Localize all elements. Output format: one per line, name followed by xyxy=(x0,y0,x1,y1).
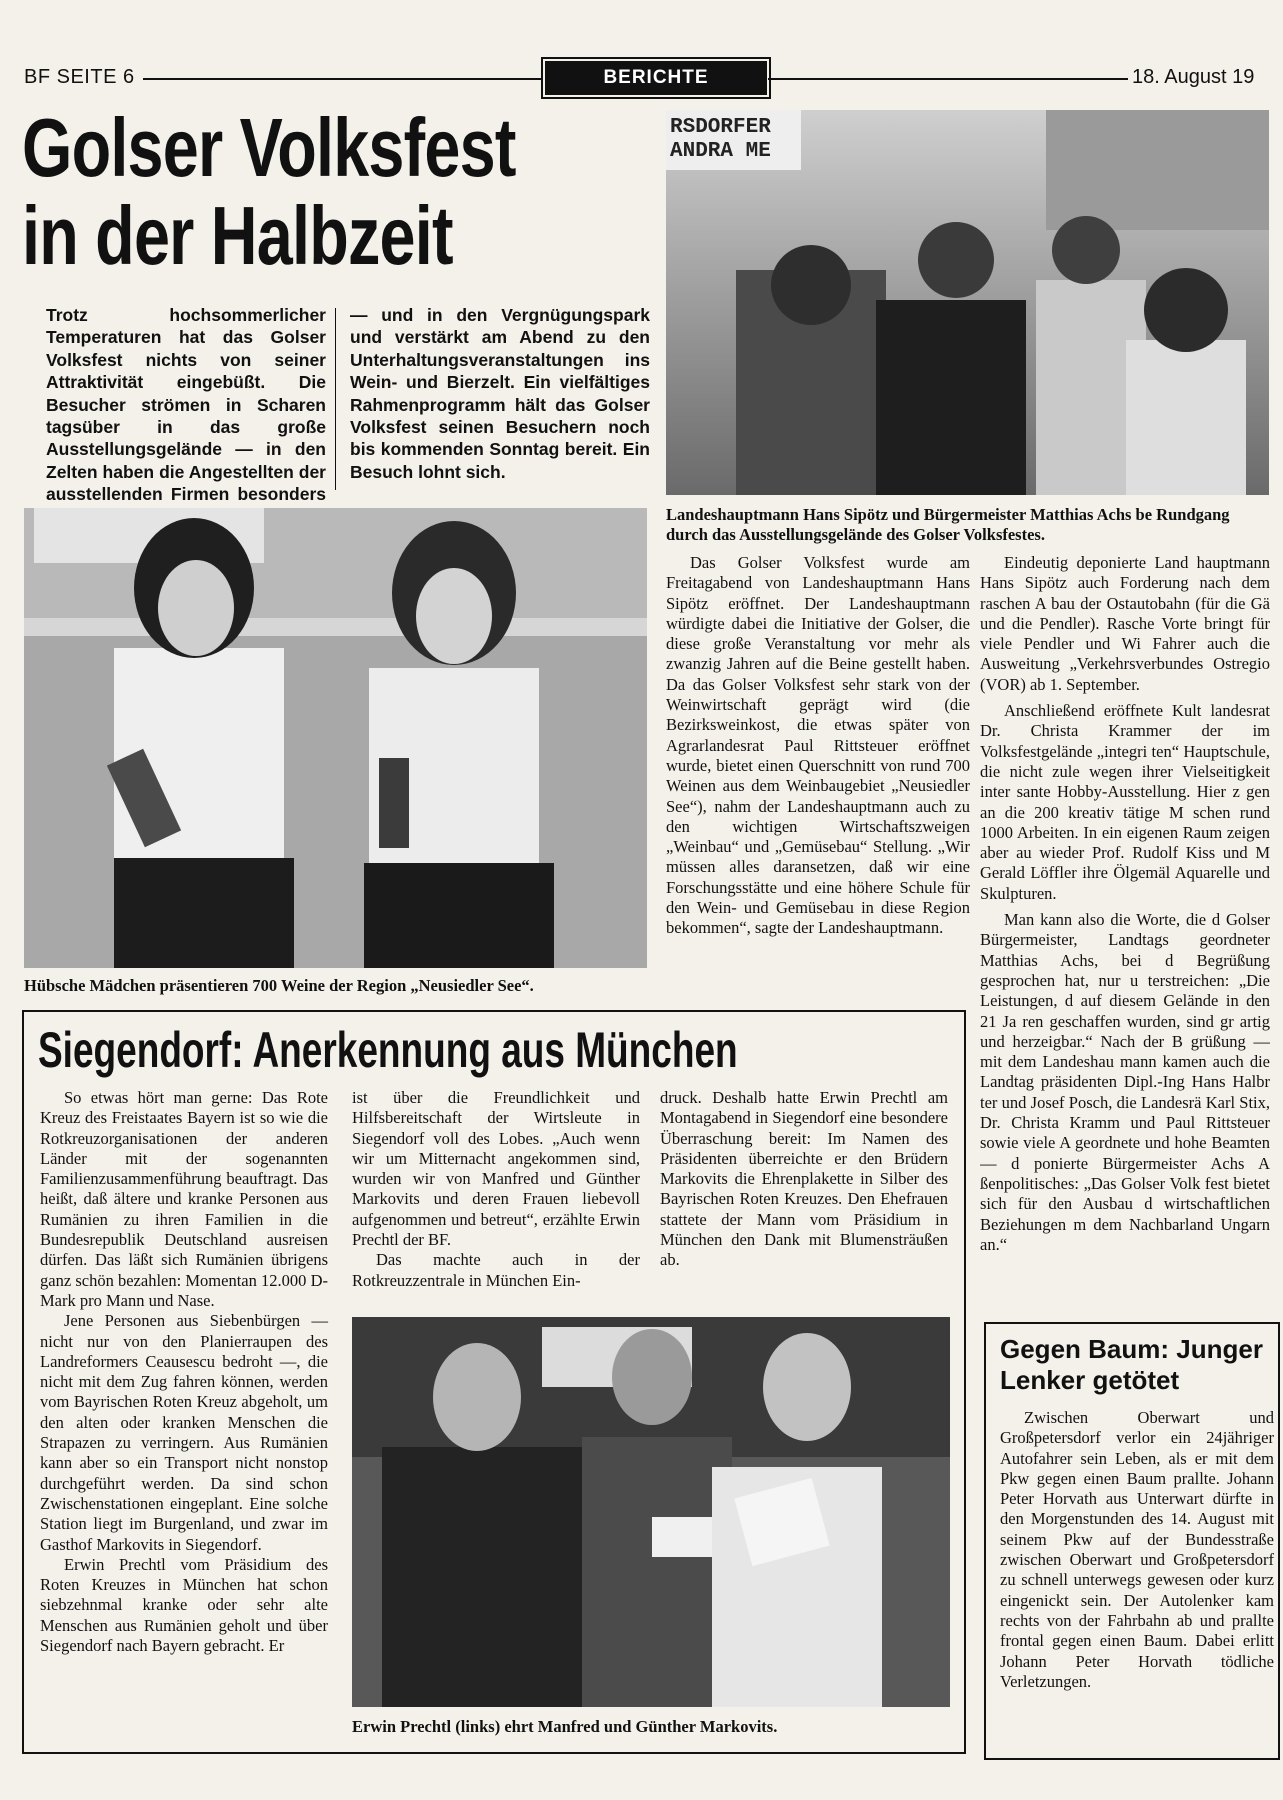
header-rule-left xyxy=(143,78,543,80)
article2-paragraph: So etwas hört man gerne: Das Rote Kreuz des Freistaates Bayern ist so wie die Rotkreuzorganisationen der anderen Länder mit der sogenannten Familienzusammenführung beauftragt. Das heißt, daß ältere und kranke Personen aus Rumänien zu ihren Familien in die Bundesrepublik Deutschland ausreisen dürfen. Das läßt sich Rumänien übrigens ganz schön bezahlen: Momentan 12.000 D-Mark pro Mann und Nase. xyxy=(40,1088,328,1310)
article2-paragraph: Jene Personen aus Siebenbürgen — nicht nur von den Planierraupen des Landreformers Ceausescu bedroht —, die nicht mit dem Zug fahren können, werden vom Bayrischen Roten Kreuz abgeholt, um den alten oder kranken Menschen die Strapazen zu verringern. Aus Rumänien kann aber so ein Transport nicht nonstop durchgeführt werden. Da sind schon Zwischenstationen eingeplant. Eine solche Station liegt im Burgenland, und zwar im Gasthof Markovits in Siegendorf. xyxy=(40,1311,328,1554)
article1-body-col1 xyxy=(666,553,970,939)
article3-paragraph: Zwischen Oberwart und Großpetersdorf verlor ein 24jähriger Autofahrer sein Leben, als er mit dem Pkw gegen einen Baum prallte. Johann Peter Horvath aus Unterwart dürfte in den Morgenstunden des 14. August mit seinem Pkw auf der Bundesstraße zwischen Oberwart und Großpetersdorf zu schnell unterwegs gewesen oder kurz eingenickt sein. Der Autolenker kam rechts von der Fahrbahn ab und prallte frontal gegen einen Baum. Dabei erlitt Johann Peter Horvath tödliche Verletzungen. xyxy=(1000,1408,1274,1691)
article2-col3 xyxy=(660,1088,948,1271)
header-rule-right xyxy=(768,78,1128,80)
headline-line-2: in der Halbzeit xyxy=(22,189,453,282)
lead-divider xyxy=(335,308,336,490)
article1-body-paragraph: Man kann also die Worte, die d Golser Bürgermeister, Landtags geordneter Matthias Achs, bei d Begrüßung gesprochen hat, nur u terstreichen: „Die Leistungen, d auf diesem Gelände in den 21 Ja ren geschaffen wurden, sind gr artig und herzeigbar.“ Nach der B grüßung — mit dem Landeshau mann kamen auch die Landtag präsidenten Dipl.-Ing Hans Halbr ter und Josef Posch, die Landesrä Karl Stix, Dr. Christa Kramm und Paul Rittsteuer sowie viele A geordnete und hohe Beamten — d ponierte Bürgermeister Achs A ßenpolitisches: „Das Golser Volk fest bietet sich für den Ausbau d wirtschaftlichen Beziehungen m dem Nachbarland Ungarn an.“ xyxy=(980,910,1270,1254)
photo-award-caption: Erwin Prechtl (links) ehrt Manfred und Günther Markovits. xyxy=(352,1717,778,1736)
photo-wine-girls-image xyxy=(24,508,647,968)
headline-line-1: Golser Volksfest xyxy=(22,101,516,194)
photo-award xyxy=(352,1317,950,1707)
article3-headline: Gegen Baum: Junger Lenker getötet xyxy=(1000,1334,1263,1395)
article2-paragraph: Das machte auch in der Rotkreuzzentrale in München Ein- xyxy=(352,1250,640,1290)
article1-body-paragraph: Das Golser Volksfest wurde am Freitagabend von Landeshauptmann Hans Sipötz eröffnet. Der Landeshauptmann würdigte dabei die Initiative der Golser, die diese große Veranstaltung vor mehr als zwanzig Jahren auf die Beine gestellt haben. Da das Golser Volksfest sehr stark von der Weinwirtschaft geprägt wird (die Bezirksweinkost, die etwas später von Agrarlandesrat Paul Rittsteuer eröffnet wurde, bietet einen Querschnitt von rund 700 Weinen aus dem Weinbaugebiet „Neusiedler See“), nahm der Landeshauptmann auch zu den wichtigen Wirtschaftszweigen „Weinbau“ und „Gemüsebau“ Stellung. „Wir müssen alles daransetzen, daß wir eine Forschungsstätte und eine höhere Schule für den Wein- und Gemüsebau in diese Region bekommen“, sagte der Landeshauptmann. xyxy=(666,553,970,938)
article2-col2 xyxy=(352,1088,640,1291)
photo-wine-girls-caption: Hübsche Mädchen präsentieren 700 Weine der Region „Neusiedler See“. xyxy=(24,976,534,995)
photo-politicians xyxy=(666,110,1269,495)
article1-lead-col2: — und in den Vergnügungspark und verstärkt am Abend zu den Unterhaltungsveranstaltungen ins Wein- und Bierzelt. Ein vielfältiges Rahmenprogramm hält das Golser Volksfest seinen Besuchern noch bis kommenden Sonntag bereit. Ein Besuch lohnt sich. xyxy=(350,305,650,482)
article1-body-paragraph: Anschließend eröffnete Kult landesrat Dr. Christa Krammer der im Volksfestgelände „integri ten“ Hauptschule, die nicht zule wegen ihrer Vielseitigkeit inter sante Hobby-Ausstellung. Hier z gen an die 200 kreativ tätige M schen rund 1000 Arbeiten. In ein eigenen Raum zeigen aber au wieder Prof. Rudolf Kiss und M Gerald Löffler ihre Ölgemäl Aquarelle und Skulpturen. xyxy=(980,701,1270,903)
photo-politicians-image xyxy=(666,110,1269,495)
section-label: BERICHTE xyxy=(603,67,709,88)
article3-body xyxy=(1000,1408,1274,1692)
article2-paragraph: Erwin Prechtl vom Präsidium des Roten Kreuzes in München hat schon siebzehnmal kranke oder sehr alte Menschen aus Rumänien geholt und über Siegendorf nach Bayern gebracht. Er xyxy=(40,1554,328,1656)
article2-paragraph: druck. Deshalb hatte Erwin Prechtl am Montagabend in Siegendorf eine besondere Überraschung bereit: Im Namen des Präsidenten überreichte er den Brüdern Markovits die Ehrenplakette in Silber des Bayrischen Roten Kreuzes. Den Ehefrauen stattete der Mann vom Präsidium in München den Dank mit Blumensträußen ab. xyxy=(660,1088,948,1270)
article1-lead-col1: Trotz hochsommerlicher Temperaturen hat das Golser Volksfest nichts von seiner Attraktivität eingebüßt. Die Besucher strömen in Scharen tagsüber in das große Ausstellungsgelände — in den Zelten haben die Angestellten der ausstellenden Firmen besonders xyxy=(46,305,326,505)
section-label-box xyxy=(545,61,767,95)
photo-wine-girls xyxy=(24,508,647,968)
article1-headline xyxy=(22,101,669,282)
photo-politicians-caption: Landeshauptmann Hans Sipötz und Bürgermeister Matthias Achs be Rundgang durch das Ausstellungsgelände des Golser Volksfestes. xyxy=(666,505,1230,544)
article2-col1 xyxy=(40,1088,328,1656)
article1-body-paragraph: Eindeutig deponierte Land hauptmann Hans Sipötz auch Forderung nach dem raschen A bau der Ostautobahn (für die Gä und die Pendler). Rasche Vorte bringt für viele Pendler und Wi Fahrer auch die Ausweitung „Verkehrsverbundes Ostregio (VOR) ab 1. September. xyxy=(980,553,1270,694)
issue-date: 18. August 19 xyxy=(1132,66,1255,88)
article2-headline: Siegendorf: Anerkennung aus München xyxy=(38,1022,738,1078)
article2-paragraph: ist über die Freundlichkeit und Hilfsbereitschaft der Wirtsleute in Siegendorf voll des Lobes. „Auch wenn wir um Mitternacht angekommen sind, wurden wir von Manfred und Günther Markovits und deren Frauen liebevoll aufgenommen und betreut“, erzählte Erwin Prechtl der BF. xyxy=(352,1088,640,1250)
page-number: BF SEITE 6 xyxy=(24,66,135,88)
photo-award-image xyxy=(352,1317,950,1707)
article1-body-col2 xyxy=(980,553,1270,1255)
photo-politicians-sign: RSDORFER ANDRA ME xyxy=(670,116,771,163)
